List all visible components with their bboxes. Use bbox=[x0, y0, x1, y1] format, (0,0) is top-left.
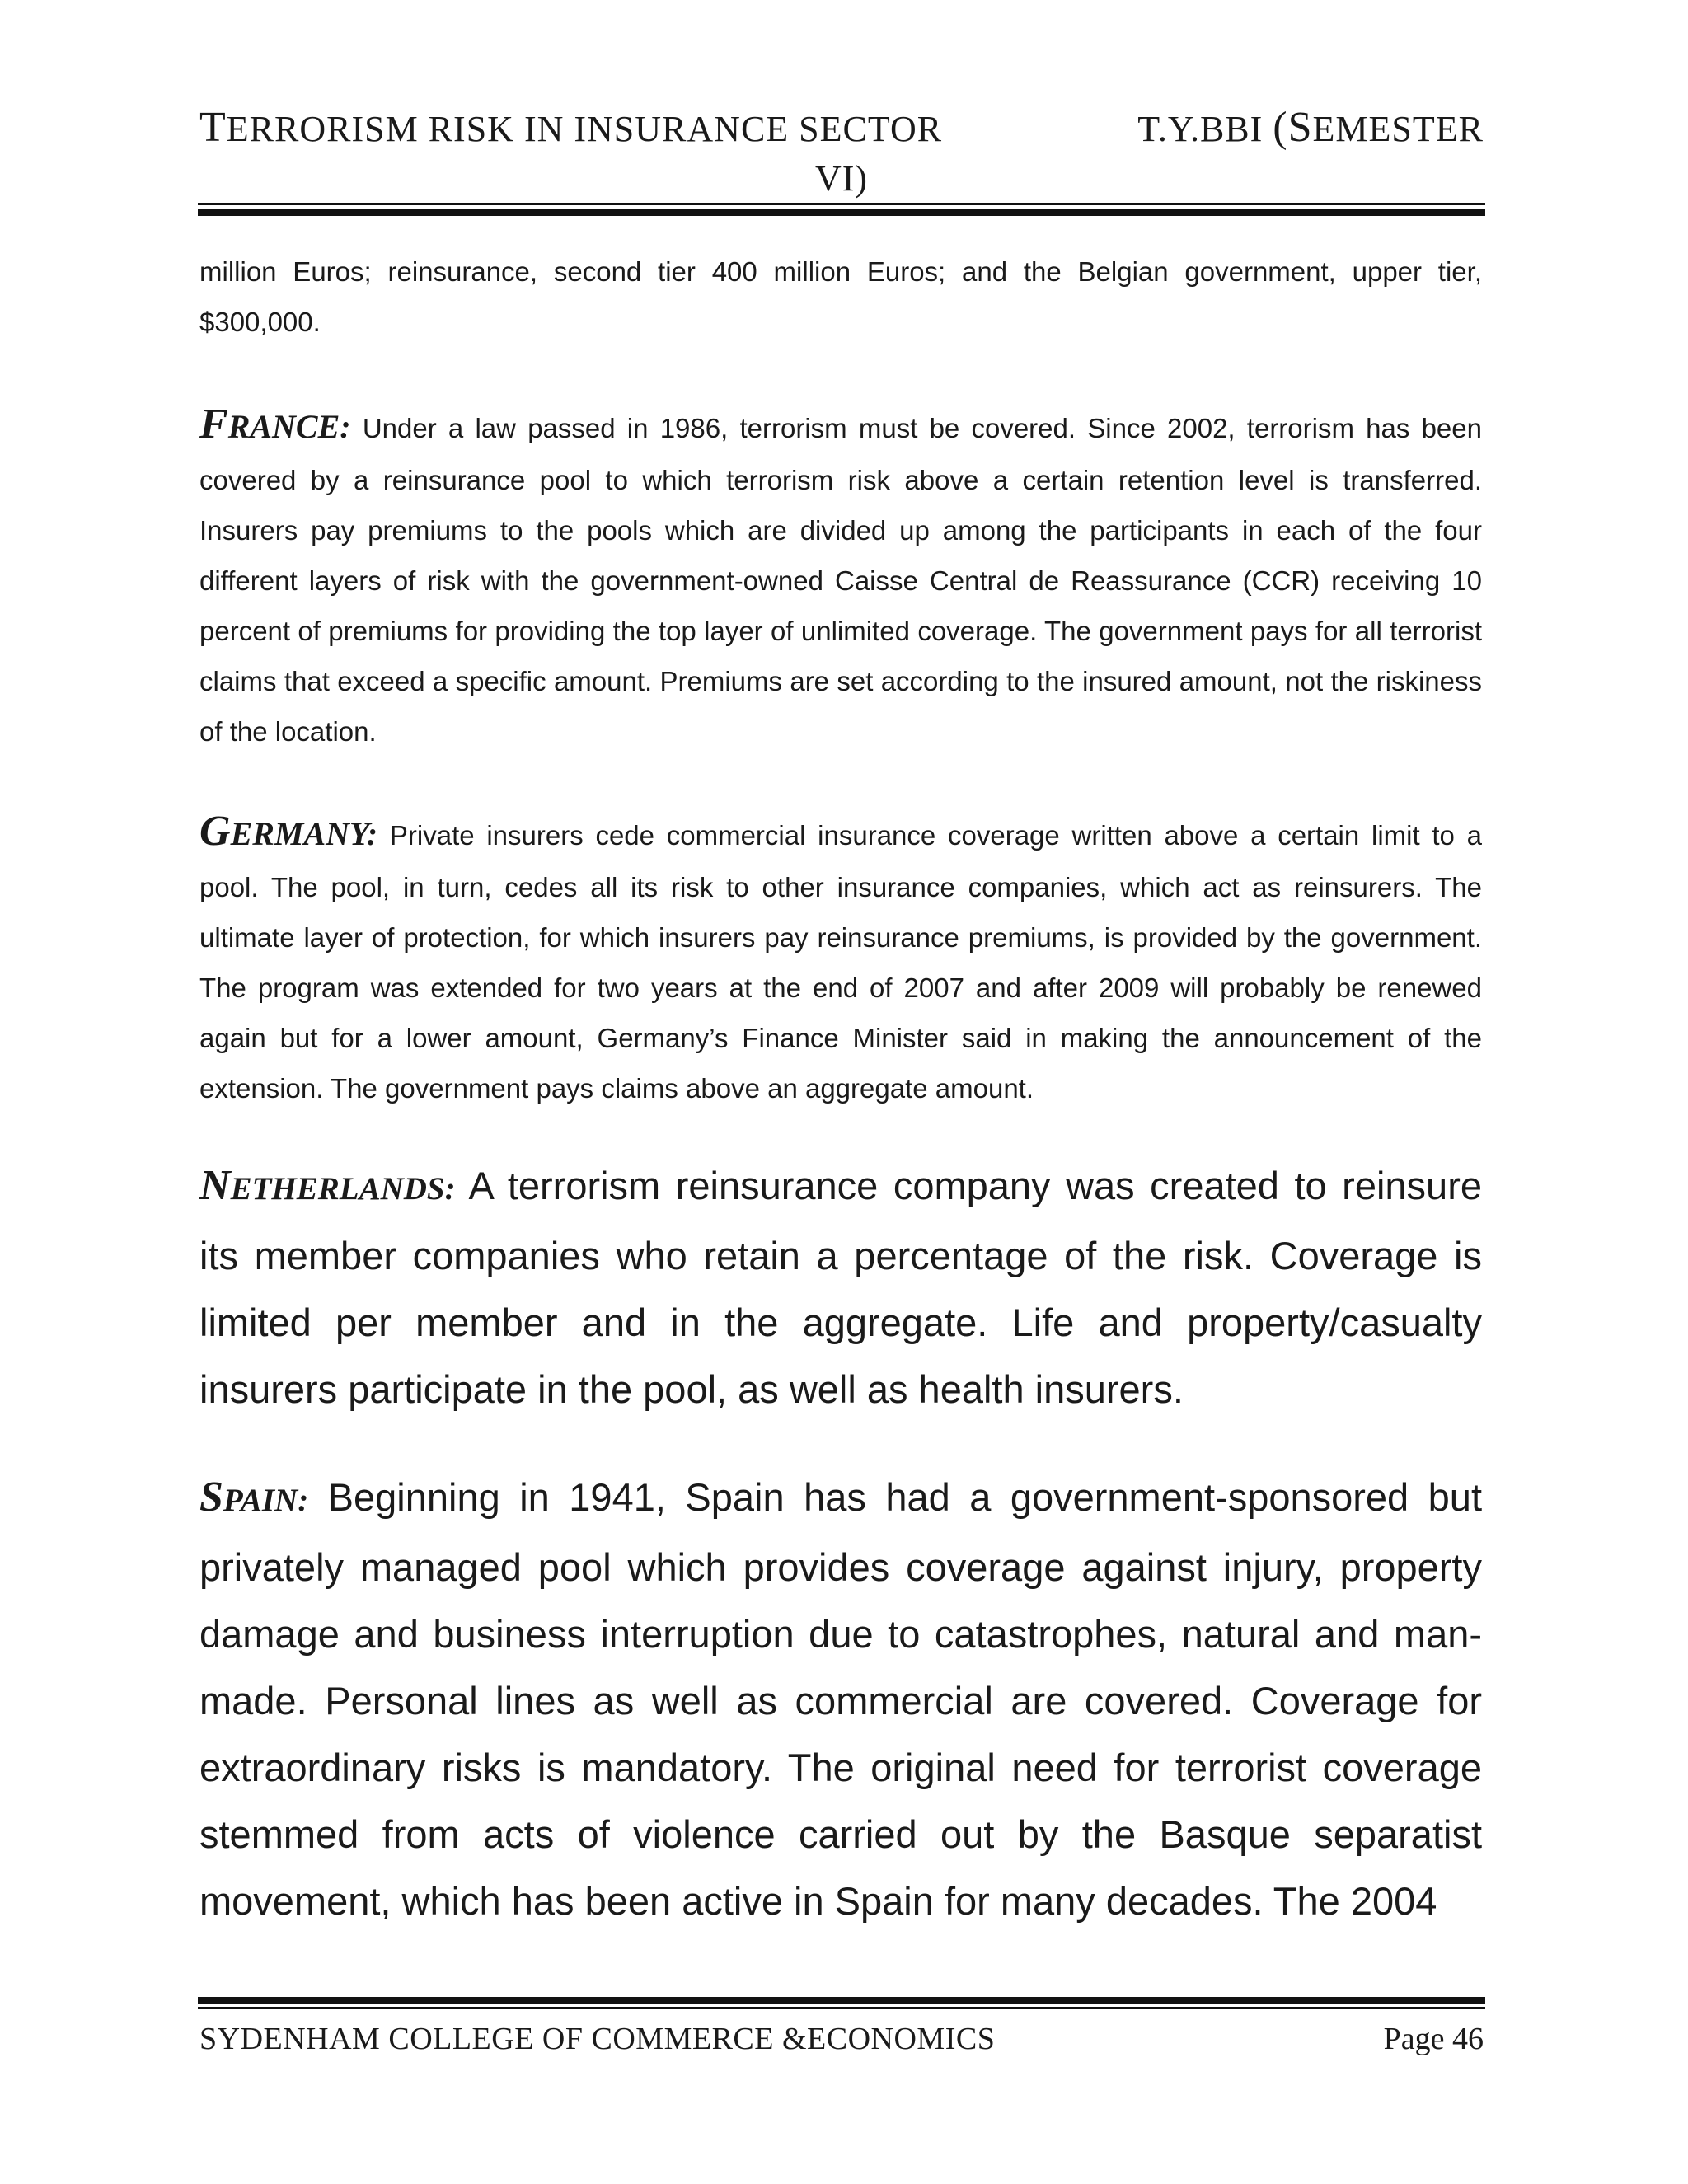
header-title: TERRORISM RISK IN INSURANCE SECTOR bbox=[199, 104, 943, 151]
paragraph-spain: SPAIN: Beginning in 1941, Spain has had a government-sponsored but privately managed pool which provides coverage against injury, property damage and business interruption due to catastrophes, natural and man-made. Personal lines as well as commercial are covered. Coverage for extraordinary risks is mandatory. The original need for terrorist coverage stemmed from acts of violence carried out by the Basque separatist movement, which has been active in Spain for many decades. The 2004 bbox=[199, 1474, 1482, 1923]
header-semester-continued: VI) bbox=[814, 158, 869, 199]
section-heading-netherlands: NETHERLANDS: bbox=[199, 1162, 456, 1209]
header-rule-thin bbox=[198, 203, 1485, 205]
header-course: T.Y.BBI (SEMESTER bbox=[1137, 104, 1484, 151]
footer-rule-thick bbox=[198, 1997, 1485, 2004]
paragraph-netherlands: NETHERLANDS: A terrorism reinsurance company was created to reinsure its member companies who retain a percentage of the risk. Coverage is limited per member and in the aggregate. Life and property/casualty insurers participate in the pool, as well as health insurers. bbox=[199, 1162, 1482, 1411]
footer-rule-thin bbox=[198, 2007, 1485, 2009]
paragraph-france: FRANCE: Under a law passed in 1986, terrorism must be covered. Since 2002, terrorism has been covered by a reinsurance pool to which terrorism risk above a certain retention level is transferred. Insurers pay premiums to the pools which are divided up among the participants in each of the four different layers of risk with the government-owned Caisse Central de Reassurance (CCR) receiving 10 percent of premiums for providing the top layer of unlimited coverage. The government pays for all terrorist claims that exceed a specific amount. Premiums are set according to the insured amount, not the riskiness of the location. bbox=[199, 401, 1482, 747]
paragraph-continued: million Euros; reinsurance, second tier 400 million Euros; and the Belgian government, upper tier, $300,000. bbox=[199, 256, 1482, 337]
page-number: Page 46 bbox=[1383, 2022, 1484, 2056]
paragraph-germany: GERMANY: Private insurers cede commercial insurance coverage written above a certain limit to a pool. The pool, in turn, cedes all its risk to other insurance companies, which act as reinsurers. The ultimate layer of protection, for which insurers pay reinsurance premiums, is provided by the government. The program was extended for two years at the end of 2007 and after 2009 will probably be renewed again but for a lower amount, Germany’s Finance Minister said in making the announcement of the extension. The government pays claims above an aggregate amount. bbox=[199, 808, 1482, 1104]
section-heading-germany: GERMANY: bbox=[199, 808, 378, 855]
header-rule-thick bbox=[198, 209, 1485, 216]
footer-college: SYDENHAM COLLEGE OF COMMERCE &ECONOMICS bbox=[199, 2022, 996, 2056]
section-heading-france: FRANCE: bbox=[199, 401, 351, 448]
section-heading-spain: SPAIN: bbox=[199, 1474, 309, 1521]
